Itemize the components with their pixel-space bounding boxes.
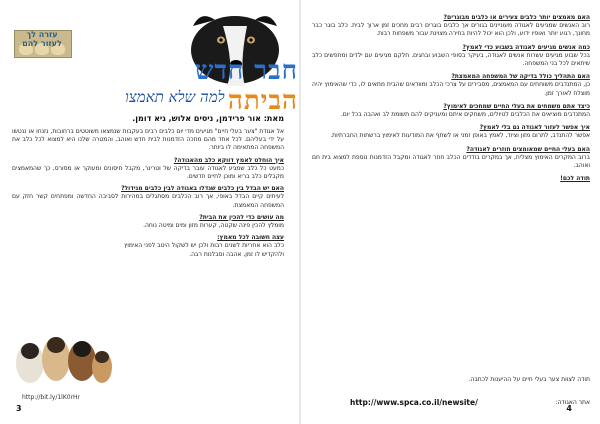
left-article-body <box>12 128 284 263</box>
short-link[interactable]: http://bit.ly/1lK0rHr <box>22 394 81 401</box>
page-fold <box>299 0 301 424</box>
title-main: חבר חדש <box>194 56 298 86</box>
answer: כן, המתנדבים משוחחים עם המאמצים, מסבירים על צרכי הכלב ומוודאים שהבית מתאים לו, כדי שהאימוץ יהיה מוצלח לאורך זמן. <box>312 81 590 97</box>
article-subtitle: למה שלא תאמצו <box>125 88 225 106</box>
answer: אפשר להתנדב, לתרום מזון וציוד, לאמץ באופן זמני או לשתף את המודעות לאימוץ ברשתות החברתיות. <box>330 132 590 140</box>
intro-paragraph: אל אגודת "צער בעלי חיים" מגיעים מדי יום כלבים רבים בעקבות שנמצאו משוטטים ברחובות, נזנחו או ננטשו על ידי בעליהם. לכל אחד מהם מחכה הזדמנות לבית חדש ואוהב, והמטרה שלנו היא למצוא לכל כלב את המשפחה המתאימה לו ביותר. <box>12 128 284 152</box>
right-article-body <box>312 14 590 188</box>
answer: בכל שבוע מגיעים עשרות אנשים לאגודה, בעיקר בסופי השבוע ובחגים. חלקם מגיעים עם ילדים ומחפשים כלב שיתאים לכל בני המשפחה. <box>312 51 590 68</box>
question: האם בעלי החיים שמאומצים חוזרים לאגודה? <box>466 145 590 153</box>
question: האם יש הבדל בין כלבים שגדלו באגודה לבין כלבים מגידול? <box>121 185 284 193</box>
closing-note: תודה לצוות צער בעלי חיים על ההיענות לכתבה. <box>468 376 590 383</box>
page-3 <box>0 0 298 424</box>
question: כיצד אתם משמחים את בעלי החיים שמחכים לאימוץ? <box>443 102 590 110</box>
answer: ברוב המקרים האימוץ מצליח, אך במקרים בודדים הכלב חוזר לאגודה ומקבל הזדמנות נוספת למצוא בית חם ואוהב. <box>312 153 590 170</box>
qa-item <box>312 103 590 119</box>
answer: לעיתים קיים הבדל באופי, אך רוב הכלבים מסתגלים במהירות לסביבה החדשה ומפתחים קשר חזק עם המשפחה המאמצת. <box>12 193 284 209</box>
question: תודה לכם! <box>560 175 590 183</box>
qa-item <box>312 14 590 39</box>
article-title <box>118 56 298 116</box>
qa-item <box>12 157 284 182</box>
qa-item <box>312 175 590 183</box>
answer: רוב האנשים שמגיעים לאגודה מעוניינים בגורים אך כלבים בוגרים רבים מחכים זמן ארוך לבית. כלב בוגר כבר מחונך, רגוע יותר ואופיו ידוע, ולכן הוא יכול להיות בחירה מצוינת עבור משפחות רבות. <box>312 22 590 38</box>
qa-item <box>312 44 590 69</box>
banner-caption: עזרה לך לעזור להם <box>22 30 62 48</box>
page-4 <box>302 0 600 424</box>
qa-item <box>312 73 590 98</box>
qa-item <box>12 185 284 210</box>
byline: מאת: אור פרידמן, ניסים אלוש, גיא דומן. <box>132 114 284 123</box>
qa-item <box>312 124 590 140</box>
answer: כמעט כל כלב שמגיע לאגודה עובר בדיקה של וטרינר, מקבל חיסונים ומעוקר או מסורס, כך שהמאמצים מקבלים כלב בריא ומוכן לחיים חדשים. <box>12 164 284 181</box>
question: מה עושים כדי להכין את הבית? <box>199 213 284 221</box>
question: איך אפשר לעזור לאגודה גם בלי לאמץ? <box>479 124 590 132</box>
qa-item <box>312 146 590 171</box>
answer: כלב הוא אחריות לשנים רבות ולכן יש לשקול היטב לפני האימוץ ולהקדיש לו זמן, אהבה וסבלנות רבה. <box>124 242 284 258</box>
puppies-photo <box>12 315 112 391</box>
qa-item <box>124 234 284 259</box>
answer: המתנדבים מוציאים את הכלבים לטיולים, משחקים איתם ומעניקים להם תשומת לב ואהבה בכל יום. <box>340 111 590 119</box>
question: האם מאמצים יותר כלבים צעירים או כלבים מבוגרים? <box>443 14 590 21</box>
question: איך הוחלט לאמץ דווקא כלב מהאגודה? <box>173 156 284 164</box>
page-number: 3 <box>16 404 22 413</box>
qa-item <box>124 214 284 230</box>
page-number: 4 <box>566 404 572 413</box>
question: כמה אנשים מגיעים לאגודה בשבוע כדי לאמץ? <box>462 43 590 51</box>
question: עצה חשובה לכל מאמץ: <box>217 234 284 242</box>
question: האם התהליך כולל בדיקה של המשפחה המאמצת? <box>451 73 590 81</box>
title-highlight: הביתה <box>227 86 298 116</box>
website-link[interactable]: http://www.spca.co.il/newsite/ <box>350 398 478 407</box>
answer: מומלץ להכין פינה שקטה, קערות מזון ומים ומיטה נוחה. <box>143 222 284 230</box>
website-label: אתר האגודה: <box>555 399 590 406</box>
